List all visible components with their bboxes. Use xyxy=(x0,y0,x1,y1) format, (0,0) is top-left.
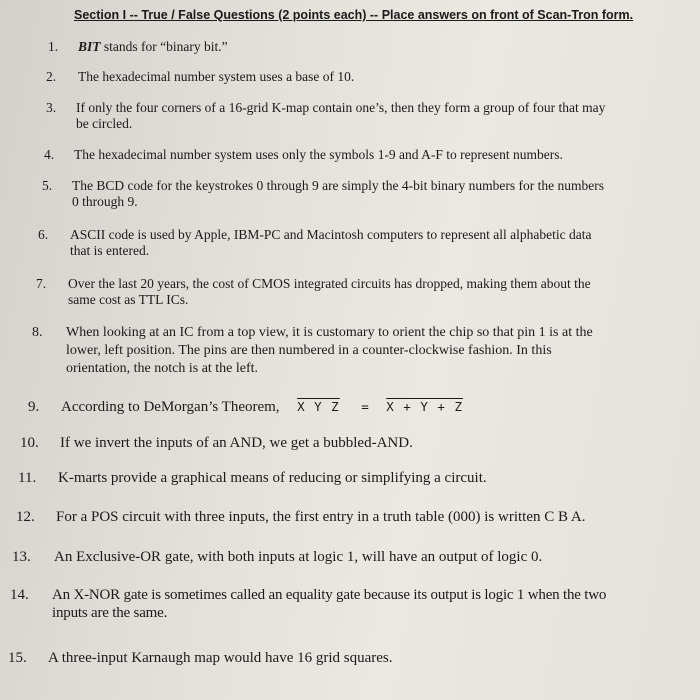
question-text: The hexadecimal number system uses only the symbols 1-9 and A-F to represent numbers. xyxy=(74,147,563,162)
question-text: When looking at an IC from a top view, it is customary to orient the chip so that pin 1 is at the xyxy=(66,325,593,340)
question-text: If only the four corners of a 16-grid K-map contain one’s, then they form a group of four that may xyxy=(76,100,606,115)
question-number: 4. xyxy=(44,147,55,162)
question-text: According to DeMorgan’s Theorem, xyxy=(61,399,280,415)
question-number: 15. xyxy=(8,650,27,666)
question-number: 11. xyxy=(18,470,37,486)
question-text-cont: orientation, the notch is at the left. xyxy=(66,361,259,376)
question-text: stands for “binary bit.” xyxy=(100,39,228,54)
question-text: A three-input Karnaugh map would have 16 grid squares. xyxy=(48,650,393,666)
question-text: If we invert the inputs of an AND, we get a bubbled-AND. xyxy=(60,435,413,451)
question-number: 2. xyxy=(46,69,57,84)
question-text-cont: inputs are the same. xyxy=(52,605,168,621)
question-number: 12. xyxy=(16,509,35,525)
demorgan-rhs: X + Y + Z xyxy=(386,399,463,414)
italic-term: BIT xyxy=(78,39,101,54)
equals-sign: = xyxy=(361,399,369,414)
question-text: The BCD code for the keystrokes 0 through 9 are simply the 4-bit binary numbers for the numbers xyxy=(72,178,605,193)
question-text-cont: same cost as TTL ICs. xyxy=(68,292,189,307)
question-text-cont: lower, left position. The pins are then numbered in a counter-clockwise fashion. In this xyxy=(66,343,552,358)
question-number: 8. xyxy=(32,325,43,340)
demorgan-lhs: X Y Z xyxy=(297,399,340,414)
question-text: ASCII code is used by Apple, IBM-PC and Macintosh computers to represent all alphabetic data xyxy=(70,227,592,242)
question-text-cont: that is entered. xyxy=(70,243,150,258)
question-text: K-marts provide a graphical means of reducing or simplifying a circuit. xyxy=(58,470,487,486)
section-header: Section I -- True / False Questions (2 points each) -- Place answers on front of Scan-Tron form. xyxy=(74,8,634,22)
question-text: An Exclusive-OR gate, with both inputs at logic 1, will have an output of logic 0. xyxy=(54,549,543,565)
question-number: 1. xyxy=(48,39,59,54)
question-text: The hexadecimal number system uses a base of 10. xyxy=(78,69,355,84)
question-number: 9. xyxy=(28,399,40,415)
question-text: An X-NOR gate is sometimes called an equality gate because its output is logic 1 when the two xyxy=(52,587,607,603)
question-number: 10. xyxy=(20,435,39,451)
question-number: 5. xyxy=(42,178,53,193)
question-number: 13. xyxy=(12,549,31,565)
question-number: 3. xyxy=(46,100,57,115)
question-text-cont: 0 through 9. xyxy=(72,194,138,209)
question-text: For a POS circuit with three inputs, the first entry in a truth table (000) is written C B A. xyxy=(56,509,586,525)
question-number: 14. xyxy=(10,587,29,603)
question-number: 7. xyxy=(36,276,47,291)
question-number: 6. xyxy=(38,227,49,242)
question-text: Over the last 20 years, the cost of CMOS integrated circuits has dropped, making them about the xyxy=(68,276,591,291)
question-text-cont: be circled. xyxy=(76,116,133,131)
